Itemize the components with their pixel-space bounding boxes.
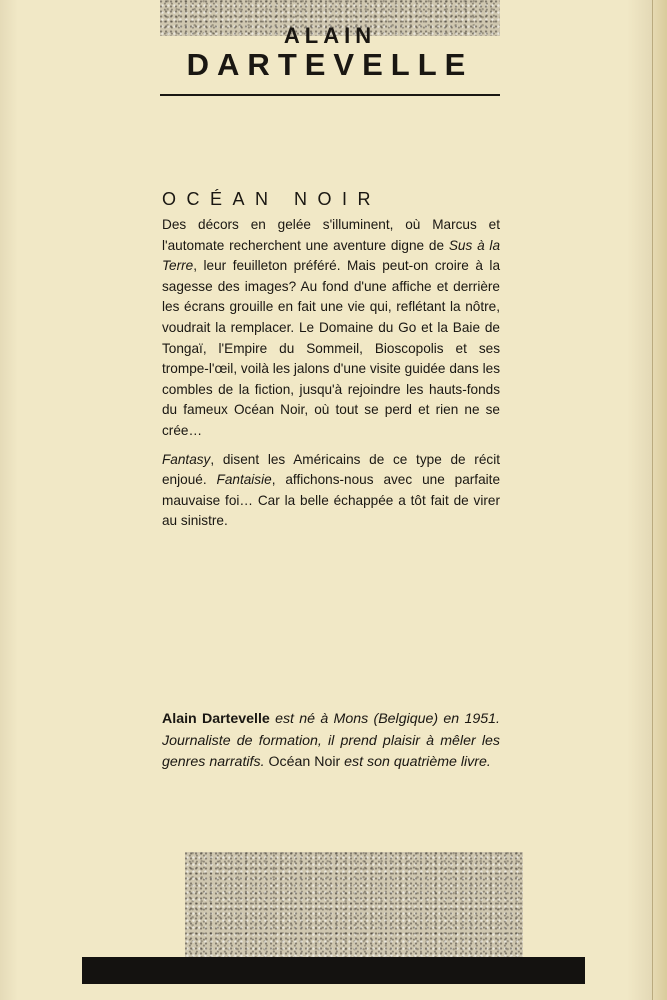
- bio-author-name: Alain Dartevelle: [162, 711, 270, 727]
- blurb-p2-italic-1: Fantasy: [162, 451, 211, 467]
- blurb-p2-italic-2: Fantaisie: [216, 472, 272, 488]
- header-divider: [160, 94, 500, 96]
- blurb-p2-text-b: , affichons-nous avec une parfaite mauvaise foi… Car la belle échappée a tôt fait de virer au sinistre.: [162, 472, 500, 529]
- bottom-black-bar: [82, 957, 585, 984]
- bio-italic-1: est né à Mons (Belgique) en 1951. Journaliste de formation, il prend plaisir à mêler les genres narratifs.: [162, 711, 500, 770]
- blurb-p1-italic: Sus à la Terre: [162, 237, 501, 274]
- bio-roman-title: Océan Noir: [264, 754, 345, 770]
- author-bio: [162, 709, 500, 774]
- blurb-text: [162, 215, 500, 540]
- author-last-name: DARTEVELLE: [186, 47, 474, 82]
- bottom-texture-panel: [185, 852, 523, 958]
- author-first-name: ALAIN: [283, 23, 377, 48]
- bio-paragraph: [162, 709, 500, 774]
- blurb-paragraph-2: [162, 450, 500, 532]
- blurb-p1-text-b: , leur feuilleton préféré. Mais peut-on croire à la sagesse des images? Au fond d'une affiche et derrière les écrans grouille en fait une vie qui, reflétant la nôtre, voudrait la remplacer. Le Domaine du Go et la Baie de Tongaï, l'Empire du Sommeil, Bioscopolis et ses trompe-l'œil, voilà les jalons d'une visite guidée dans les combles de la fiction, jusqu'à rejoindre les hauts-fonds du fameux Océan Noir, où tout se perd et rien ne se crée…: [162, 258, 500, 438]
- book-title: OCÉAN NOIR: [162, 189, 382, 209]
- bio-italic-2: est son quatrième livre.: [344, 754, 491, 770]
- blurb-p2-text-a: , disent les Américains de ce type de récit enjoué.: [162, 451, 500, 488]
- blurb-paragraph-1: [162, 215, 500, 442]
- blurb-p1-text-a: Des décors en gelée s'illuminent, où Marcus et l'automate recherchent une aventure digne de: [162, 217, 500, 253]
- page-edge: [652, 0, 667, 1000]
